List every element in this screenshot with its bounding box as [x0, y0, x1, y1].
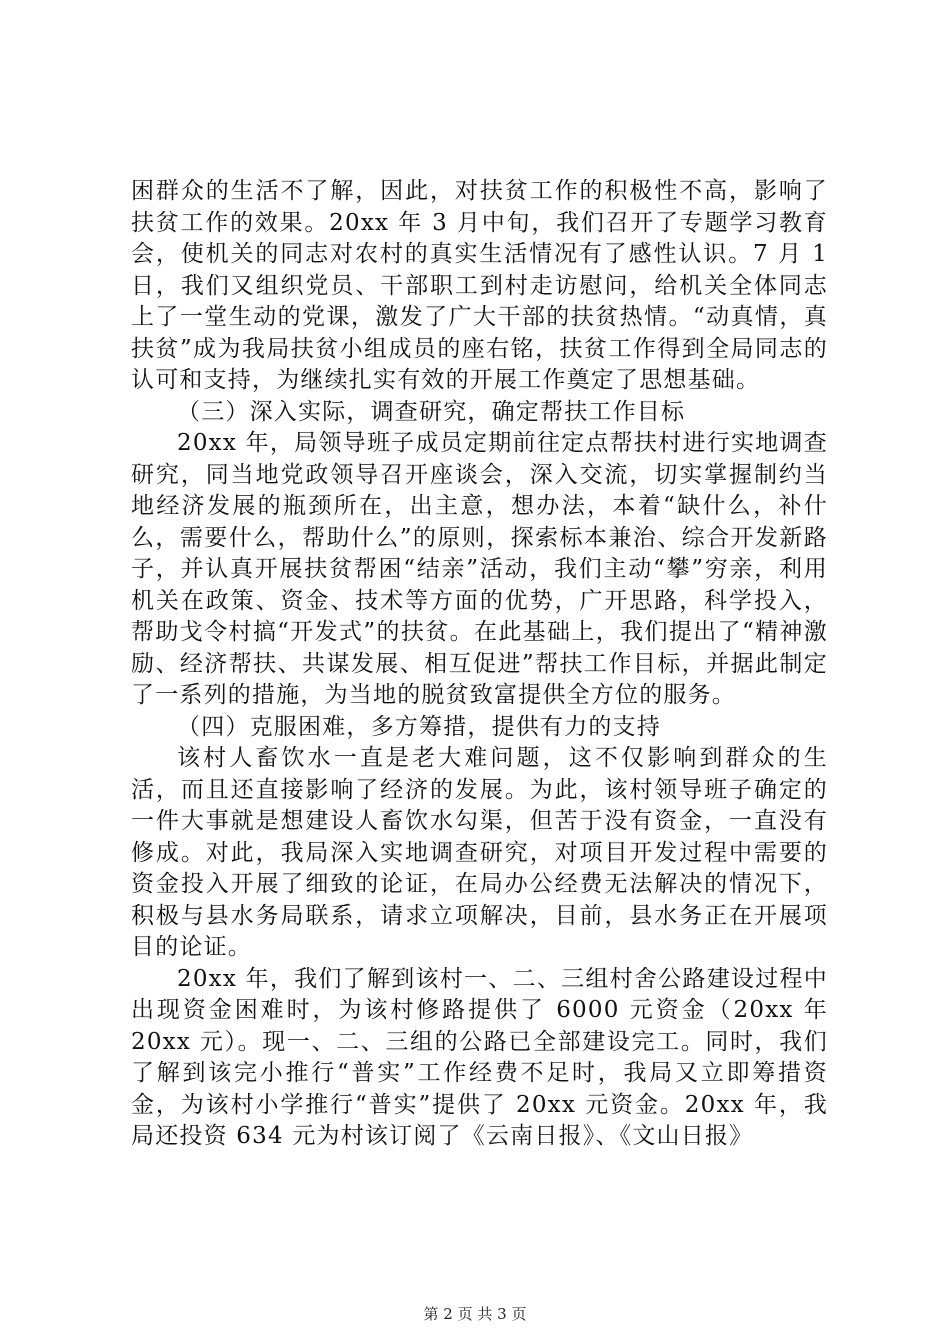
paragraph-road-funding: 20xx 年，我们了解到该村一、二、三组村舍公路建设过程中出现资金困难时，为该村修路提供了 6000 元资金（20xx 年 20xx 元）。现一、二、三组的公路已全部建设完工。同时，我们了解到该完小推行“普实”工作经费不足时，我局又立即筹措资金，为该村小学推行“普实”提供了 20xx 元资金。20xx 年，我局还投资 634 元为村该订阅了《云南日报》、《文山日报》	[131, 965, 828, 1149]
paragraph-section-3: 20xx 年，局领导班子成员定期前往定点帮扶村进行实地调查研究，同当地党政领导召开座谈会，深入交流，切实掌握制约当地经济发展的瓶颈所在，出主意，想办法，本着“缺什么，补什么，需要什么，帮助什么”的原则，探索标本兼治、综合开发新路子，并认真开展扶贫帮困“结亲”活动，我们主动“攀”穷亲，利用机关在政策、资金、技术等方面的优势，广开思路，科学投入，帮助戈令村搞“开发式”的扶贫。在此基础上，我们提出了“精神激励、经济帮扶、共谋发展、相互促进”帮扶工作目标，并据此制定了一系列的措施，为当地的脱贫致富提供全方位的服务。	[131, 430, 828, 708]
page-number-footer: 第 2 页 共 3 页	[423, 1305, 527, 1323]
paragraph-continuation: 困群众的生活不了解，因此，对扶贫工作的积极性不高，影响了扶贫工作的效果。20xx 年 3 月中旬，我们召开了专题学习教育会，使机关的同志对农村的真实生活情况有了感性认识。7 月 1 日，我们又组织党员、干部职工到村走访慰问，给机关全体同志上了一堂生动的党课，激发了广大干部的扶贫热情。“动真情，真扶贫”成为我局扶贫小组成员的座右铭，扶贫工作得到全局同志的认可和支持，为继续扎实有效的开展工作奠定了思想基础。	[131, 178, 828, 393]
document-body	[131, 176, 828, 1153]
paragraph-water-project: 该村人畜饮水一直是老大难问题，这不仅影响到群众的生活，而且还直接影响了经济的发展。为此，该村领导班子确定的一件大事就是想建设人畜饮水勾渠，但苦于没有资金，一直没有修成。对此，我局深入实地调查研究，对项目开发过程中需要的资金投入开展了细致的论证，在局办公经费无法解决的情况下，积极与县水务局联系，请求立项解决，目前，县水务正在开展项目的论证。	[131, 745, 828, 960]
section-heading-3: （三）深入实际，调查研究，确定帮扶工作目标	[177, 398, 686, 425]
section-heading-4: （四）克服困难，多方筹措，提供有力的支持	[177, 713, 661, 740]
